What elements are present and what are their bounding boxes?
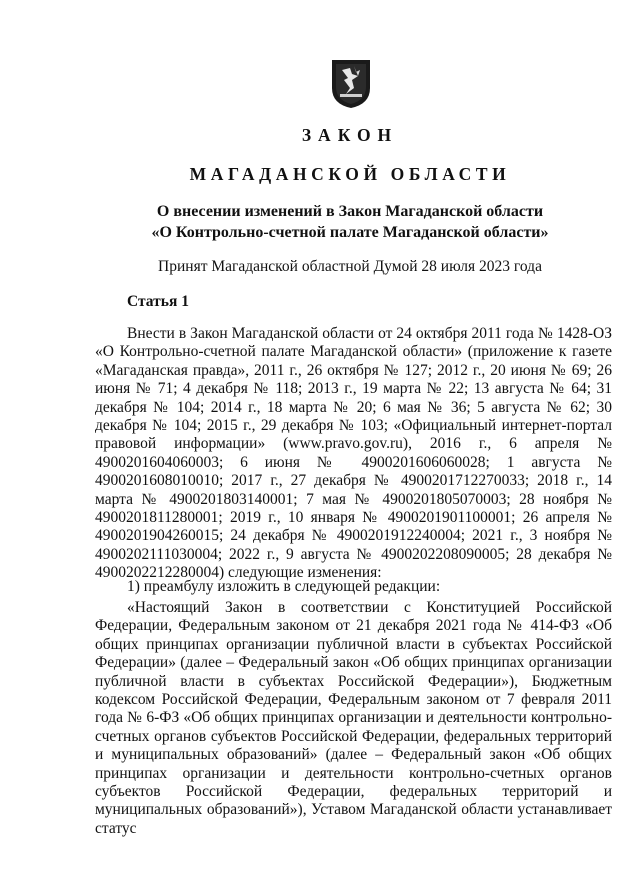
paragraph-text: 1) преамбулу изложить в следующей редакции: [127, 578, 441, 595]
coat-of-arms-icon [330, 58, 372, 110]
article-heading: Статья 1 [127, 293, 189, 310]
subtitle-line: «О Контрольно-счетной палате Магаданской области» [151, 224, 549, 241]
article-intro-paragraph [95, 325, 612, 583]
preamble-quote-paragraph [95, 599, 612, 838]
law-subtitle [0, 201, 640, 243]
paragraph-text: Внести в Закон Магаданской области от 24 октября 2011 года № 1428-ОЗ «О Контрольно-счетной палате Магаданской области» (приложение к газете «Магаданская правда», 2011 г., 26 октября № 127; 2012 г., 20 июня № 69; 26 июня № 71; 4 декабря № 118; 2013 г., 19 марта № 22; 13 августа № 64; 31 декабря № 104; 2014 г., 18 марта № 20; 6 мая № 36; 5 августа № 62; 30 декабря № 104; 2015 г., 29 декабря № 103; «Официальный интернет-портал правовой информации» (www.pravo.gov.ru), 2016 г., 6 апреля № 4900201604060003; 6 июня № 4900201606060028; 1 августа № 4900201608010010; 2017 г., 27 декабря № 4900201712270033; 2018 г., 14 марта № 4900201803140001; 7 мая № 4900201805070003; 28 ноября № 4900201811280001; 2019 г., 10 января № 4900201901100001; 26 апреля № 4900201904260015; 24 декабря № 4900201912240004; 2021 г., 3 ноября № 4900202111030004; 2022 г., 9 августа № 4900202208090005; 28 декабря № 4900202212280004) следующие изменения: [95, 325, 612, 582]
adoption-note: Принят Магаданской областной Думой 28 июля 2023 года [158, 258, 542, 275]
paragraph-text: «Настоящий Закон в соответствии с Конституцией Российской Федерации, Федеральным законом от 21 декабря 2021 года № 414-ФЗ «Об общих принципах организации публичной власти в субъектах Российской Федерации» (далее – Федеральный закон «Об общих принципах организации публичной власти в субъектах Российской Федерации»), Бюджетным кодексом Российской Федерации, Федеральным законом от 7 февраля 2011 года № 6-ФЗ «Об общих принципах организации и деятельности контрольно-счетных органов субъектов Российской Федерации, федеральных территорий и муниципальных образований» (далее – Федеральный закон «Об общих принципах организации и деятельности контрольно-счетных органов субъектов Российской Федерации, федеральных территорий и муниципальных образований»), Уставом Магаданской области устанавливает статус [95, 599, 612, 837]
region-title: МАГАДАНСКОЙ ОБЛАСТИ [189, 164, 511, 184]
subtitle-line: О внесении изменений в Закон Магаданской области [156, 203, 544, 220]
item-1-paragraph [95, 578, 612, 596]
law-title: ЗАКОН [301, 125, 399, 145]
